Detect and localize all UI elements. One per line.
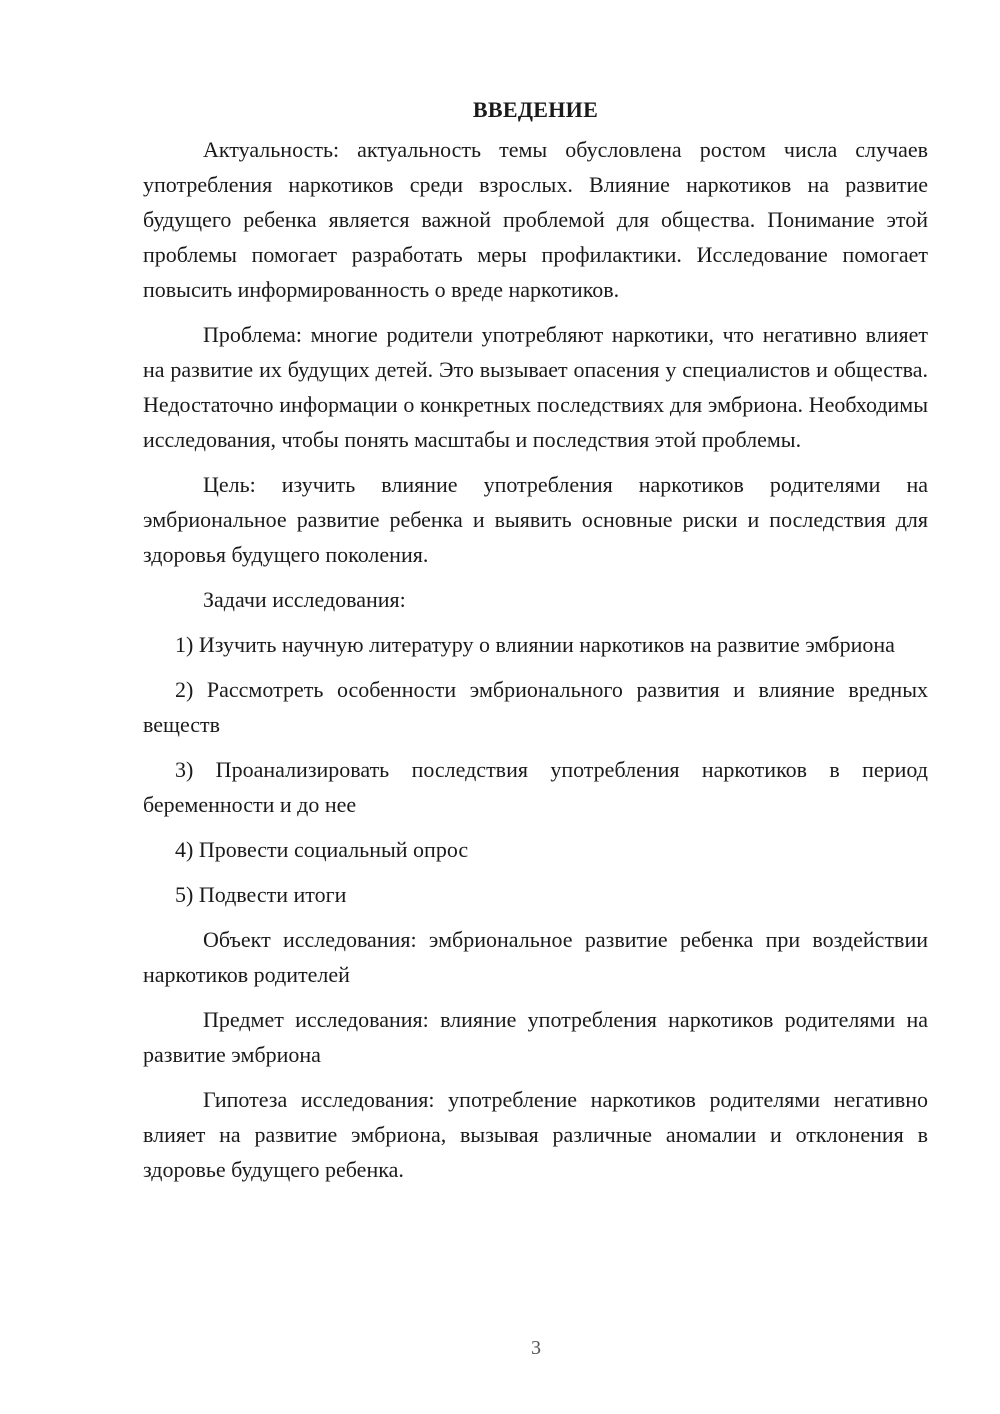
list-item: 1) Изучить научную литературу о влиянии наркотиков на развитие эмбриона	[175, 632, 895, 657]
list-item: 4) Провести социальный опрос	[175, 837, 469, 862]
paragraph-hypothesis: Гипотеза исследования: употребление наркотиков родителями негативно влияет на развитие эмбриона, вызывая различные аномалии и отклонения в здоровье будущего ребенка.	[143, 1087, 928, 1182]
page-body	[143, 92, 928, 1197]
paragraph-subject: Предмет исследования: влияние употребления наркотиков родителями на развитие эмбриона	[143, 1007, 928, 1067]
paragraph-problem: Проблема: многие родители употребляют наркотики, что негативно влияет на развитие их будущих детей. Это вызывает опасения у специалистов и общества. Недостаточно информации о конкретных последствиях для эмбриона. Необходимы исследования, чтобы понять масштабы и последствия этой проблемы.	[143, 322, 928, 452]
list-item: 5) Подвести итоги	[175, 882, 347, 907]
paragraph-relevance: Актуальность: актуальность темы обусловлена ростом числа случаев употребления наркотиков среди взрослых. Влияние наркотиков на развитие будущего ребенка является важной проблемой для общества. Понимание этой проблемы помогает разработать меры профилактики. Исследование помогает повысить информированность о вреде наркотиков.	[143, 137, 928, 302]
paragraph-tasks-heading: Задачи исследования:	[203, 587, 406, 612]
list-item: 2) Рассмотреть особенности эмбрионального развития и влияние вредных веществ	[143, 677, 928, 737]
paragraph-goal: Цель: изучить влияние употребления наркотиков родителями на эмбриональное развитие ребенка и выявить основные риски и последствия для здоровья будущего поколения.	[143, 472, 928, 567]
page-title: ВВЕДЕНИЕ	[472, 97, 599, 122]
task-list	[143, 627, 928, 912]
paragraph-object: Объект исследования: эмбриональное развитие ребенка при воздействии наркотиков родителей	[143, 927, 928, 987]
list-item: 3) Проанализировать последствия употребления наркотиков в период беременности и до нее	[143, 757, 928, 817]
page-number: 3	[531, 1337, 541, 1359]
